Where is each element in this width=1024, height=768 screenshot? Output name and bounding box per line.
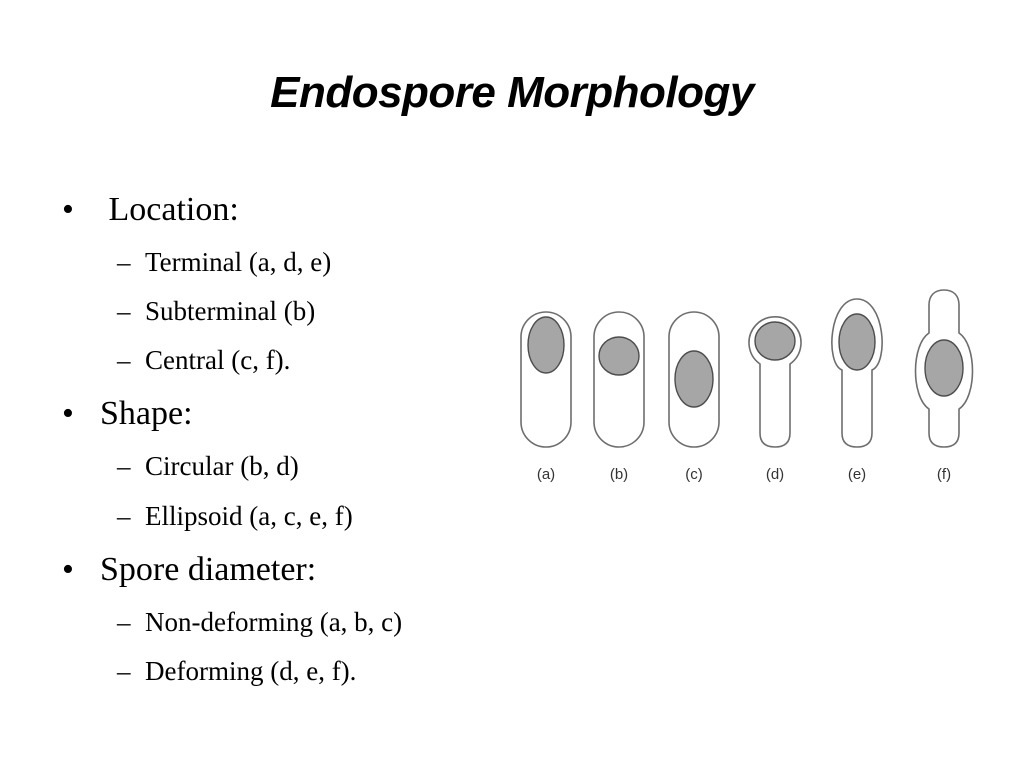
sub-bullet-text: Circular (b, d)	[145, 451, 299, 481]
sub-bullet-marker: –	[117, 296, 131, 326]
label-a: (a)	[536, 466, 556, 483]
cell-f	[916, 290, 973, 483]
label-e: (e)	[847, 466, 867, 483]
bullet-marker: •	[62, 395, 74, 432]
sub-bullet-text: Central (c, f).	[145, 345, 291, 375]
slide-title: Endospore Morphology	[270, 68, 754, 117]
label-b: (b)	[609, 466, 629, 483]
sub-bullet-marker: –	[117, 501, 131, 531]
spore-b	[599, 337, 639, 375]
sub-bullet-item	[117, 656, 357, 687]
sub-bullet-text: Deforming (d, e, f).	[145, 656, 357, 686]
endospore-diagram	[505, 283, 985, 493]
sub-bullet-marker: –	[117, 345, 131, 375]
spore-d	[755, 322, 795, 360]
cell-b-body	[594, 312, 644, 447]
spore-a	[528, 317, 564, 373]
sub-bullet-text: Non-deforming (a, b, c)	[145, 607, 403, 637]
bullet-text: Shape:	[100, 395, 193, 432]
spore-c	[675, 351, 713, 407]
bullet-text: Spore diameter:	[100, 551, 317, 588]
sub-bullet-marker: –	[117, 451, 131, 481]
sub-bullet-text: Terminal (a, d, e)	[145, 247, 332, 277]
bullet-marker: •	[62, 191, 74, 228]
cell-c	[669, 312, 719, 483]
sub-bullet-item	[117, 607, 403, 638]
sub-bullet-item	[117, 247, 332, 278]
label-f: (f)	[936, 466, 952, 483]
cell-d	[749, 317, 801, 483]
cell-b	[594, 312, 644, 483]
sub-bullet-item	[117, 501, 353, 532]
sub-bullet-marker: –	[117, 607, 131, 637]
cell-e	[832, 299, 882, 483]
spore-f	[925, 340, 963, 396]
sub-bullet-item	[117, 296, 316, 327]
spore-e	[839, 314, 875, 370]
sub-bullet-text: Subterminal (b)	[145, 296, 316, 326]
sub-bullet-item	[117, 451, 299, 482]
sub-bullet-item	[117, 345, 291, 376]
bullet-text: Location:	[100, 191, 239, 228]
label-c: (c)	[685, 466, 703, 483]
sub-bullet-marker: –	[117, 247, 131, 277]
label-d: (d)	[765, 466, 785, 483]
sub-bullet-marker: –	[117, 656, 131, 686]
sub-bullet-text: Ellipsoid (a, c, e, f)	[145, 501, 353, 531]
endospore-diagram-svg	[505, 283, 985, 493]
bullet-marker: •	[62, 551, 74, 588]
cell-a	[521, 312, 571, 483]
